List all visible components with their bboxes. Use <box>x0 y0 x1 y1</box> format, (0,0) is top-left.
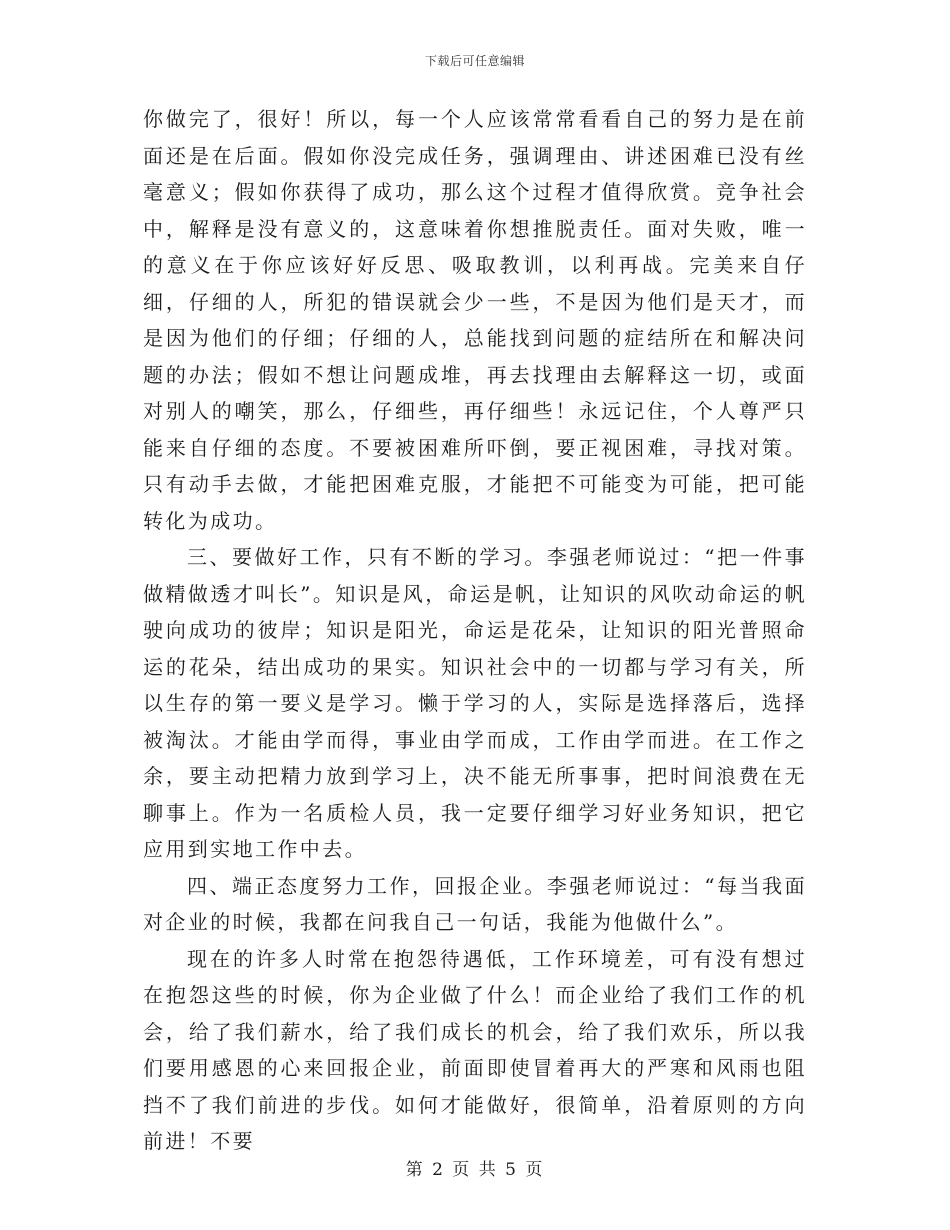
paragraph-section-four: 四、端正态度努力工作，回报企业。李强老师说过：“每当我面对企业的时候，我都在问我自己一句话，我能为他做什么”。 <box>143 873 807 934</box>
paragraph-section-three: 三、要做好工作，只有不断的学习。李强老师说过：“把一件事做精做透才叫长”。知识是风，命运是帆，让知识的风吹动命运的帆驶向成功的彼岸；知识是阳光，命运是花朵，让知识的阳光普照命运的花朵，结出成功的果实。知识社会中的一切都与学习有关，所以生存的第一要义是学习。懒于学习的人，实际是选择落后，选择被淘汰。才能由学而得，事业由学而成，工作由学而进。在工作之余，要主动把精力放到学习上，决不能无所事事，把时间浪费在无聊事上。作为一名质检人员，我一定要仔细学习好业务知识，把它应用到实地工作中去。 <box>143 545 807 861</box>
document-body <box>143 101 807 1160</box>
paragraph-continuation: 你做完了，很好！所以，每一个人应该常常看看自己的努力是在前面还是在后面。假如你没完成任务，强调理由、讲述困难已没有丝毫意义；假如你获得了成功，那么这个过程才值得欣赏。竞争社会中，解释是没有意义的，这意味着你想推脱责任。面对失败，唯一的意义在于你应该好好反思、吸取教训，以利再战。完美来自仔细，仔细的人，所犯的错误就会少一些，不是因为他们是天才，而是因为他们的仔细；仔细的人，总能找到问题的症结所在和解决问题的办法；假如不想让问题成堆，再去找理由去解释这一切，或面对别人的嘲笑，那么，仔细些，再仔细些！永远记住，个人尊严只能来自仔细的态度。不要被困难所吓倒，要正视困难，寻找对策。只有动手去做，才能把困难克服，才能把不可能变为可能，把可能转化为成功。 <box>143 107 807 533</box>
page-number: 第 2 页 共 5 页 <box>405 1160 545 1180</box>
paragraph-complaints: 现在的许多人时常在抱怨待遇低，工作环境差，可有没有想过在抱怨这些的时候，你为企业做了什么！而企业给了我们工作的机会，给了我们薪水，给了我们成长的机会，给了我们欢乐，所以我们要用感恩的心来回报企业，前面即使冒着再大的严寒和风雨也阻挡不了我们前进的步伐。如何才能做好，很简单，沿着原则的方向前进！不要 <box>143 946 807 1153</box>
header-note: 下载后可任意编辑 <box>424 54 525 68</box>
